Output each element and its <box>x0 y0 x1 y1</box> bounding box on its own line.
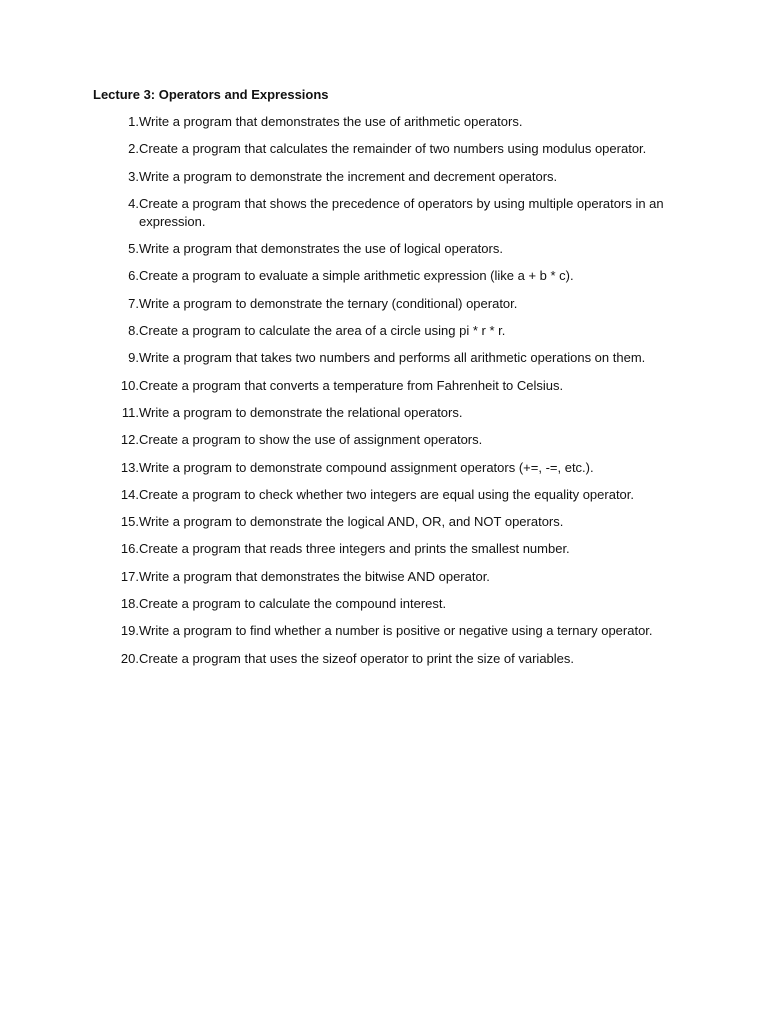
list-item-number: 5. <box>128 241 139 257</box>
list-item <box>93 459 683 477</box>
list-item <box>93 540 683 558</box>
list-item <box>93 295 683 313</box>
list-item <box>93 322 683 340</box>
exercise-list <box>93 113 683 668</box>
list-item-text: Create a program to calculate the compound interest. <box>139 596 447 612</box>
list-item <box>93 349 683 367</box>
list-item <box>93 267 683 285</box>
list-item-number: 19. <box>120 623 139 639</box>
list-item-text: Write a program that demonstrates the use of logical operators. <box>139 241 503 257</box>
list-item-number: 3. <box>128 168 139 184</box>
list-item-text: Create a program that reads three integers and prints the smallest number. <box>139 541 570 557</box>
list-item-text: Write a program to find whether a number is positive or negative using a ternary operator. <box>139 623 653 639</box>
list-item-number: 8. <box>128 323 139 339</box>
list-item <box>93 195 683 231</box>
list-item-text: Write a program that demonstrates the bitwise AND operator. <box>139 568 490 584</box>
list-item-text: Write a program to demonstrate the logical AND, OR, and NOT operators. <box>139 514 564 530</box>
list-item-number: 20. <box>120 650 139 666</box>
list-item <box>93 513 683 531</box>
list-item <box>93 486 683 504</box>
list-item-text: Create a program to evaluate a simple arithmetic expression (like a + b * c). <box>139 268 574 284</box>
list-item-text: Create a program to show the use of assignment operators. <box>139 432 483 448</box>
list-item <box>93 595 683 613</box>
list-item-text: Write a program to demonstrate the relational operators. <box>139 404 463 420</box>
list-item-number: 16. <box>120 541 139 557</box>
list-item-number: 6. <box>128 268 139 284</box>
list-item-number: 7. <box>128 295 139 311</box>
list-item <box>93 622 683 640</box>
list-item-text: Write a program to demonstrate the increment and decrement operators. <box>139 168 558 184</box>
list-item-text: Create a program that uses the sizeof operator to print the size of variables. <box>139 650 575 666</box>
list-item <box>93 168 683 186</box>
list-item-number: 18. <box>120 596 139 612</box>
list-item-number: 11. <box>121 404 139 420</box>
list-item-number: 9. <box>128 350 139 366</box>
list-item-text: Create a program to check whether two integers are equal using the equality operator. <box>139 486 635 502</box>
list-item-text: Create a program that calculates the remainder of two numbers using modulus operator. <box>139 141 647 157</box>
list-item <box>93 140 683 158</box>
list-item-number: 14. <box>120 486 139 502</box>
list-item-number: 2. <box>128 141 139 157</box>
document-title: Lecture 3: Operators and Expressions <box>93 87 329 102</box>
list-item-text: Write a program to demonstrate compound assignment operators (+=, -=, etc.). <box>139 459 594 475</box>
list-item-text: Create a program that shows the precedence of operators by using multiple operators in an expression. <box>139 195 664 229</box>
list-item-text: Create a program that converts a temperature from Fahrenheit to Celsius. <box>139 377 564 393</box>
list-item-number: 12. <box>120 432 139 448</box>
list-item-text: Write a program to demonstrate the ternary (conditional) operator. <box>139 295 518 311</box>
list-item-number: 13. <box>120 459 139 475</box>
list-item <box>93 404 683 422</box>
list-item-text: Write a program that demonstrates the use of arithmetic operators. <box>139 114 523 129</box>
list-item-number: 17. <box>120 568 139 584</box>
list-item <box>93 377 683 395</box>
list-item-text: Write a program that takes two numbers and performs all arithmetic operations on them. <box>139 350 646 366</box>
list-item-number: 1. <box>128 114 139 129</box>
list-item <box>93 431 683 449</box>
list-item-number: 4. <box>128 195 139 211</box>
list-item-text: Create a program to calculate the area of a circle using pi * r * r. <box>139 323 506 339</box>
list-item <box>93 113 683 131</box>
list-item-number: 10. <box>120 377 139 393</box>
document-content <box>93 86 683 677</box>
list-item <box>93 240 683 258</box>
list-item <box>93 568 683 586</box>
list-item-number: 15. <box>120 514 139 530</box>
list-item <box>93 650 683 668</box>
